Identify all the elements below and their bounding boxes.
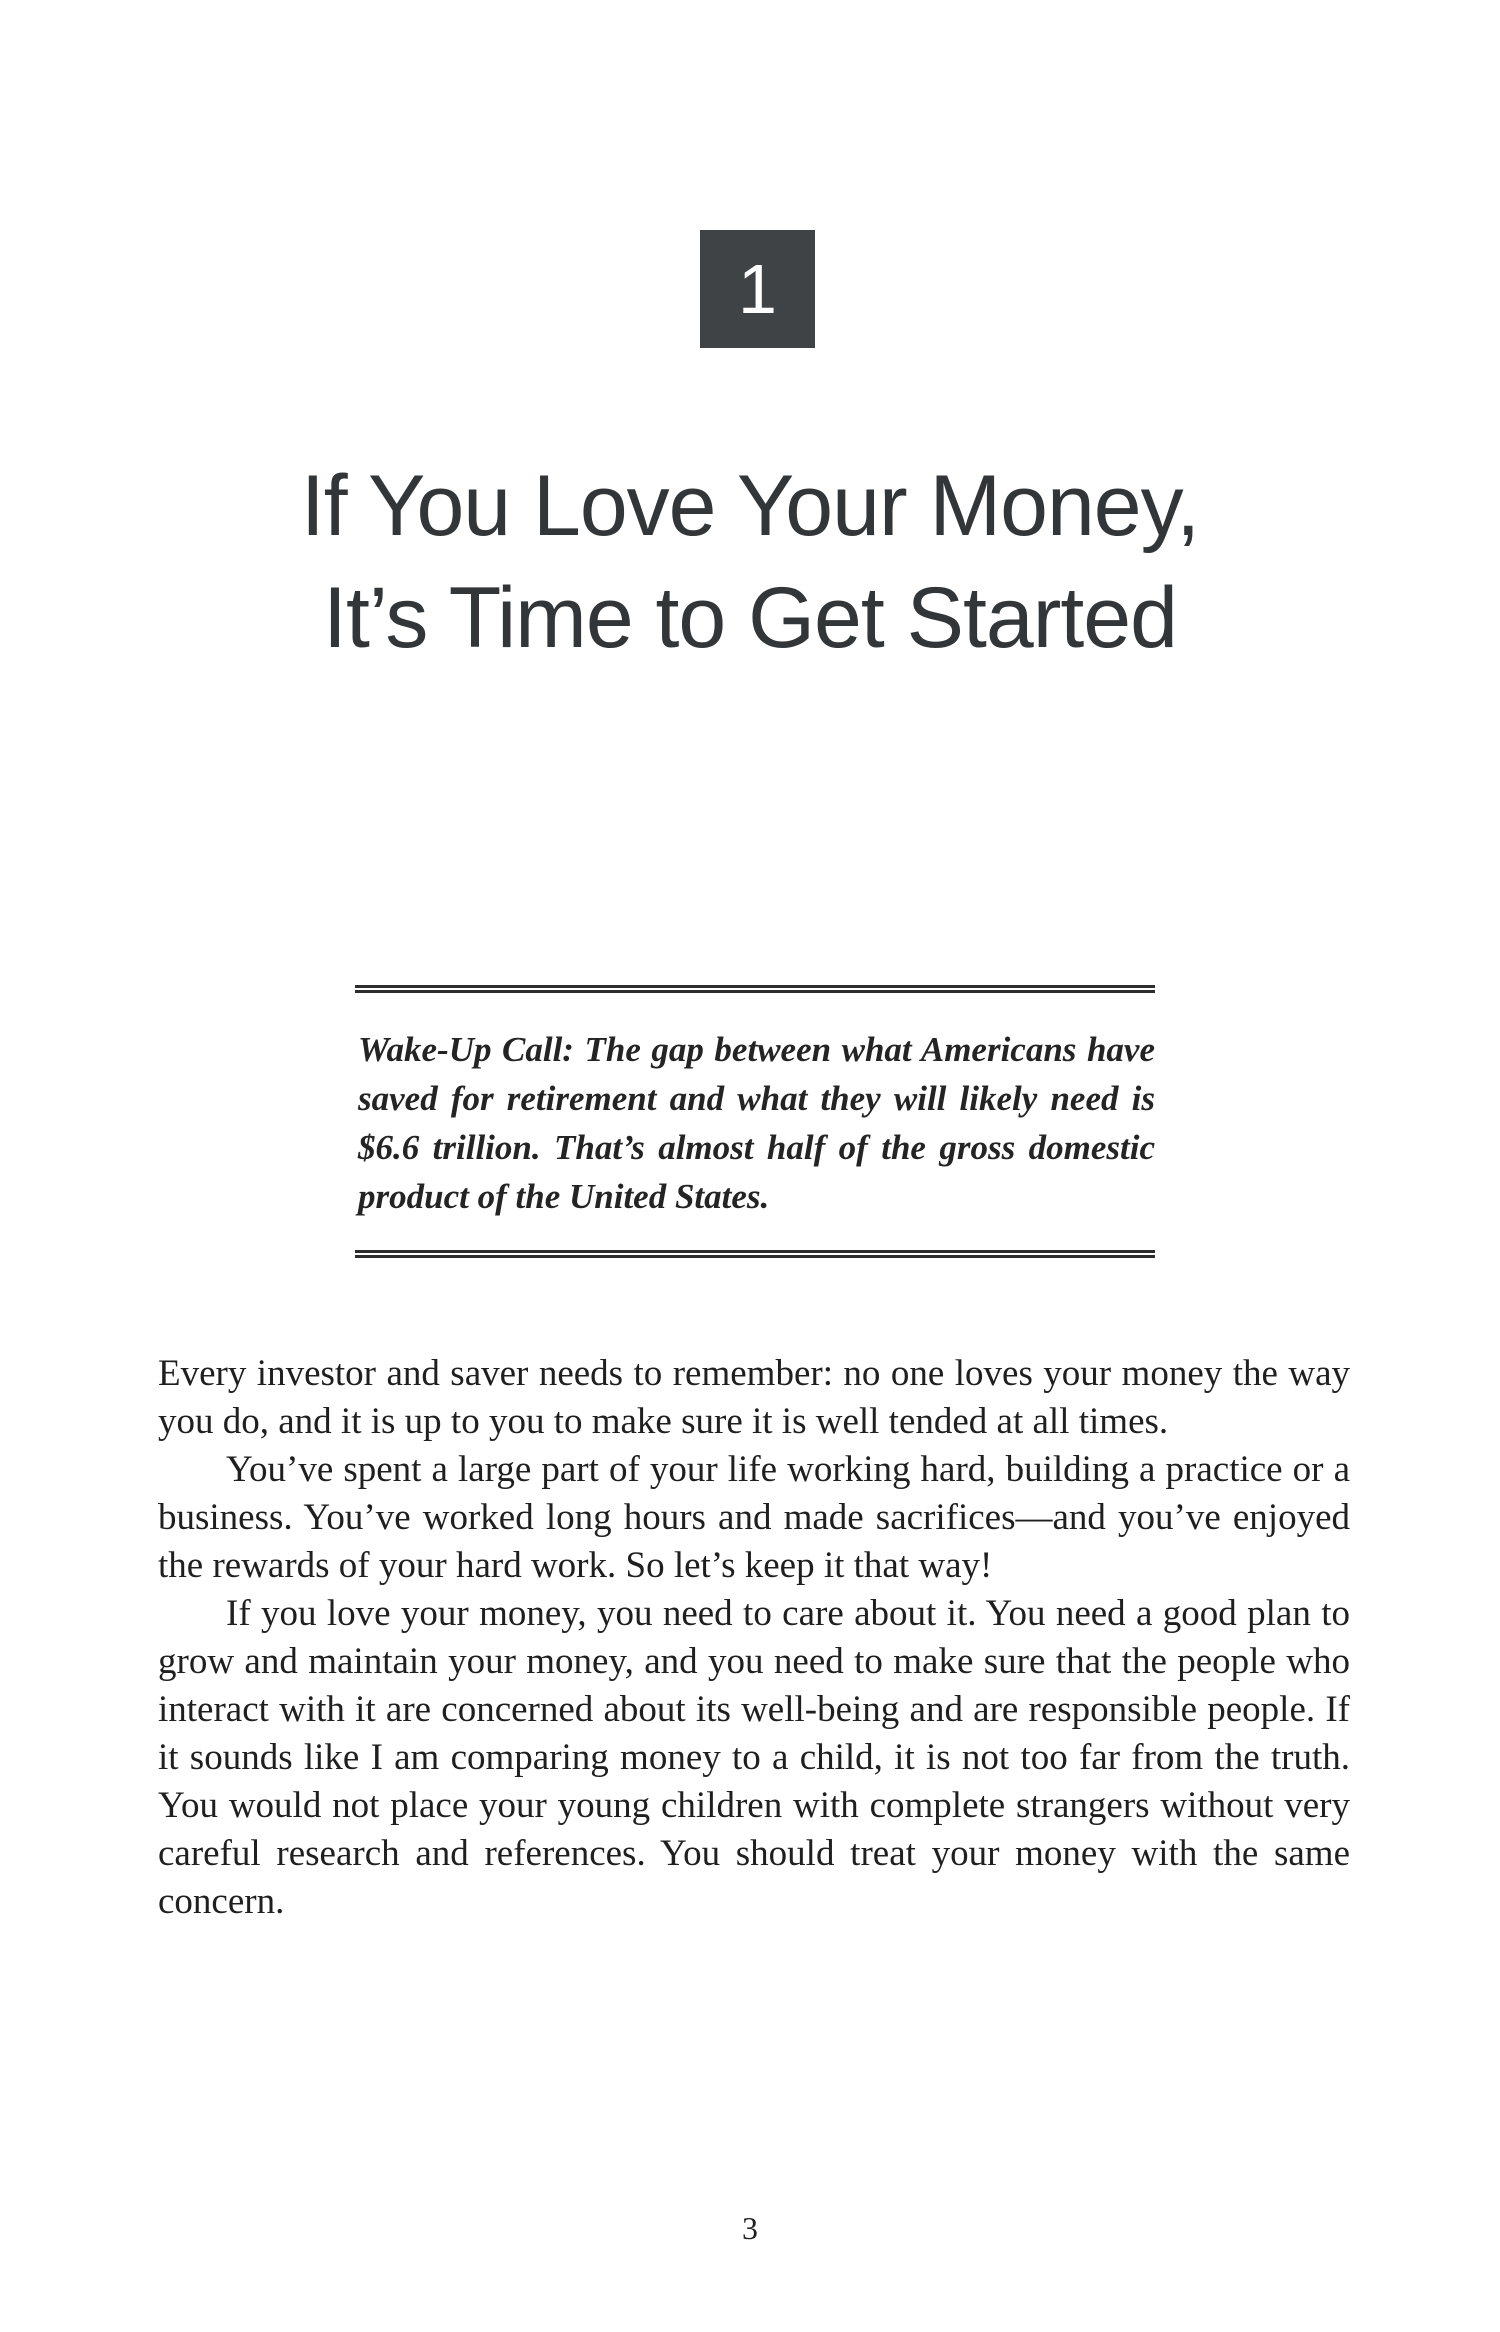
chapter-title (200, 450, 1300, 674)
chapter-title-line-2: It’s Time to Get Started (323, 570, 1177, 666)
paragraph: Every investor and saver needs to remember: no one loves your money the way you do, and it is up to you to make sure it is well tended at all times. (158, 1353, 1350, 1442)
wake-up-call-callout: Wake-Up Call: The gap between what Americans have saved for retirement and what they will likely need is $6.6 trillion. That’s almost half of the gross domestic product of the United States. (358, 1030, 1155, 1216)
callout-top-rule (355, 985, 1155, 993)
page-number: 3 (742, 2210, 758, 2246)
paragraph: You’ve spent a large part of your life working hard, building a practice or a business. You’ve worked long hours and made sacrifices—and you’ve enjoyed the rewards of your hard work. So let’s keep it that way! (158, 1449, 1350, 1586)
chapter-number-badge: 1 (700, 230, 815, 348)
callout-bottom-rule (355, 1250, 1155, 1258)
body-text (158, 1350, 1350, 1926)
paragraph: If you love your money, you need to care about it. You need a good plan to grow and maintain your money, and you need to make sure that the people who interact with it are concerned about its well-being and are responsible people. If it sounds like I am comparing money to a child, it is not too far from the truth. You would not place your young children with complete strangers without very careful research and references. You should treat your money with the same concern. (158, 1593, 1350, 1922)
chapter-title-line-1: If You Love Your Money, (300, 458, 1200, 554)
